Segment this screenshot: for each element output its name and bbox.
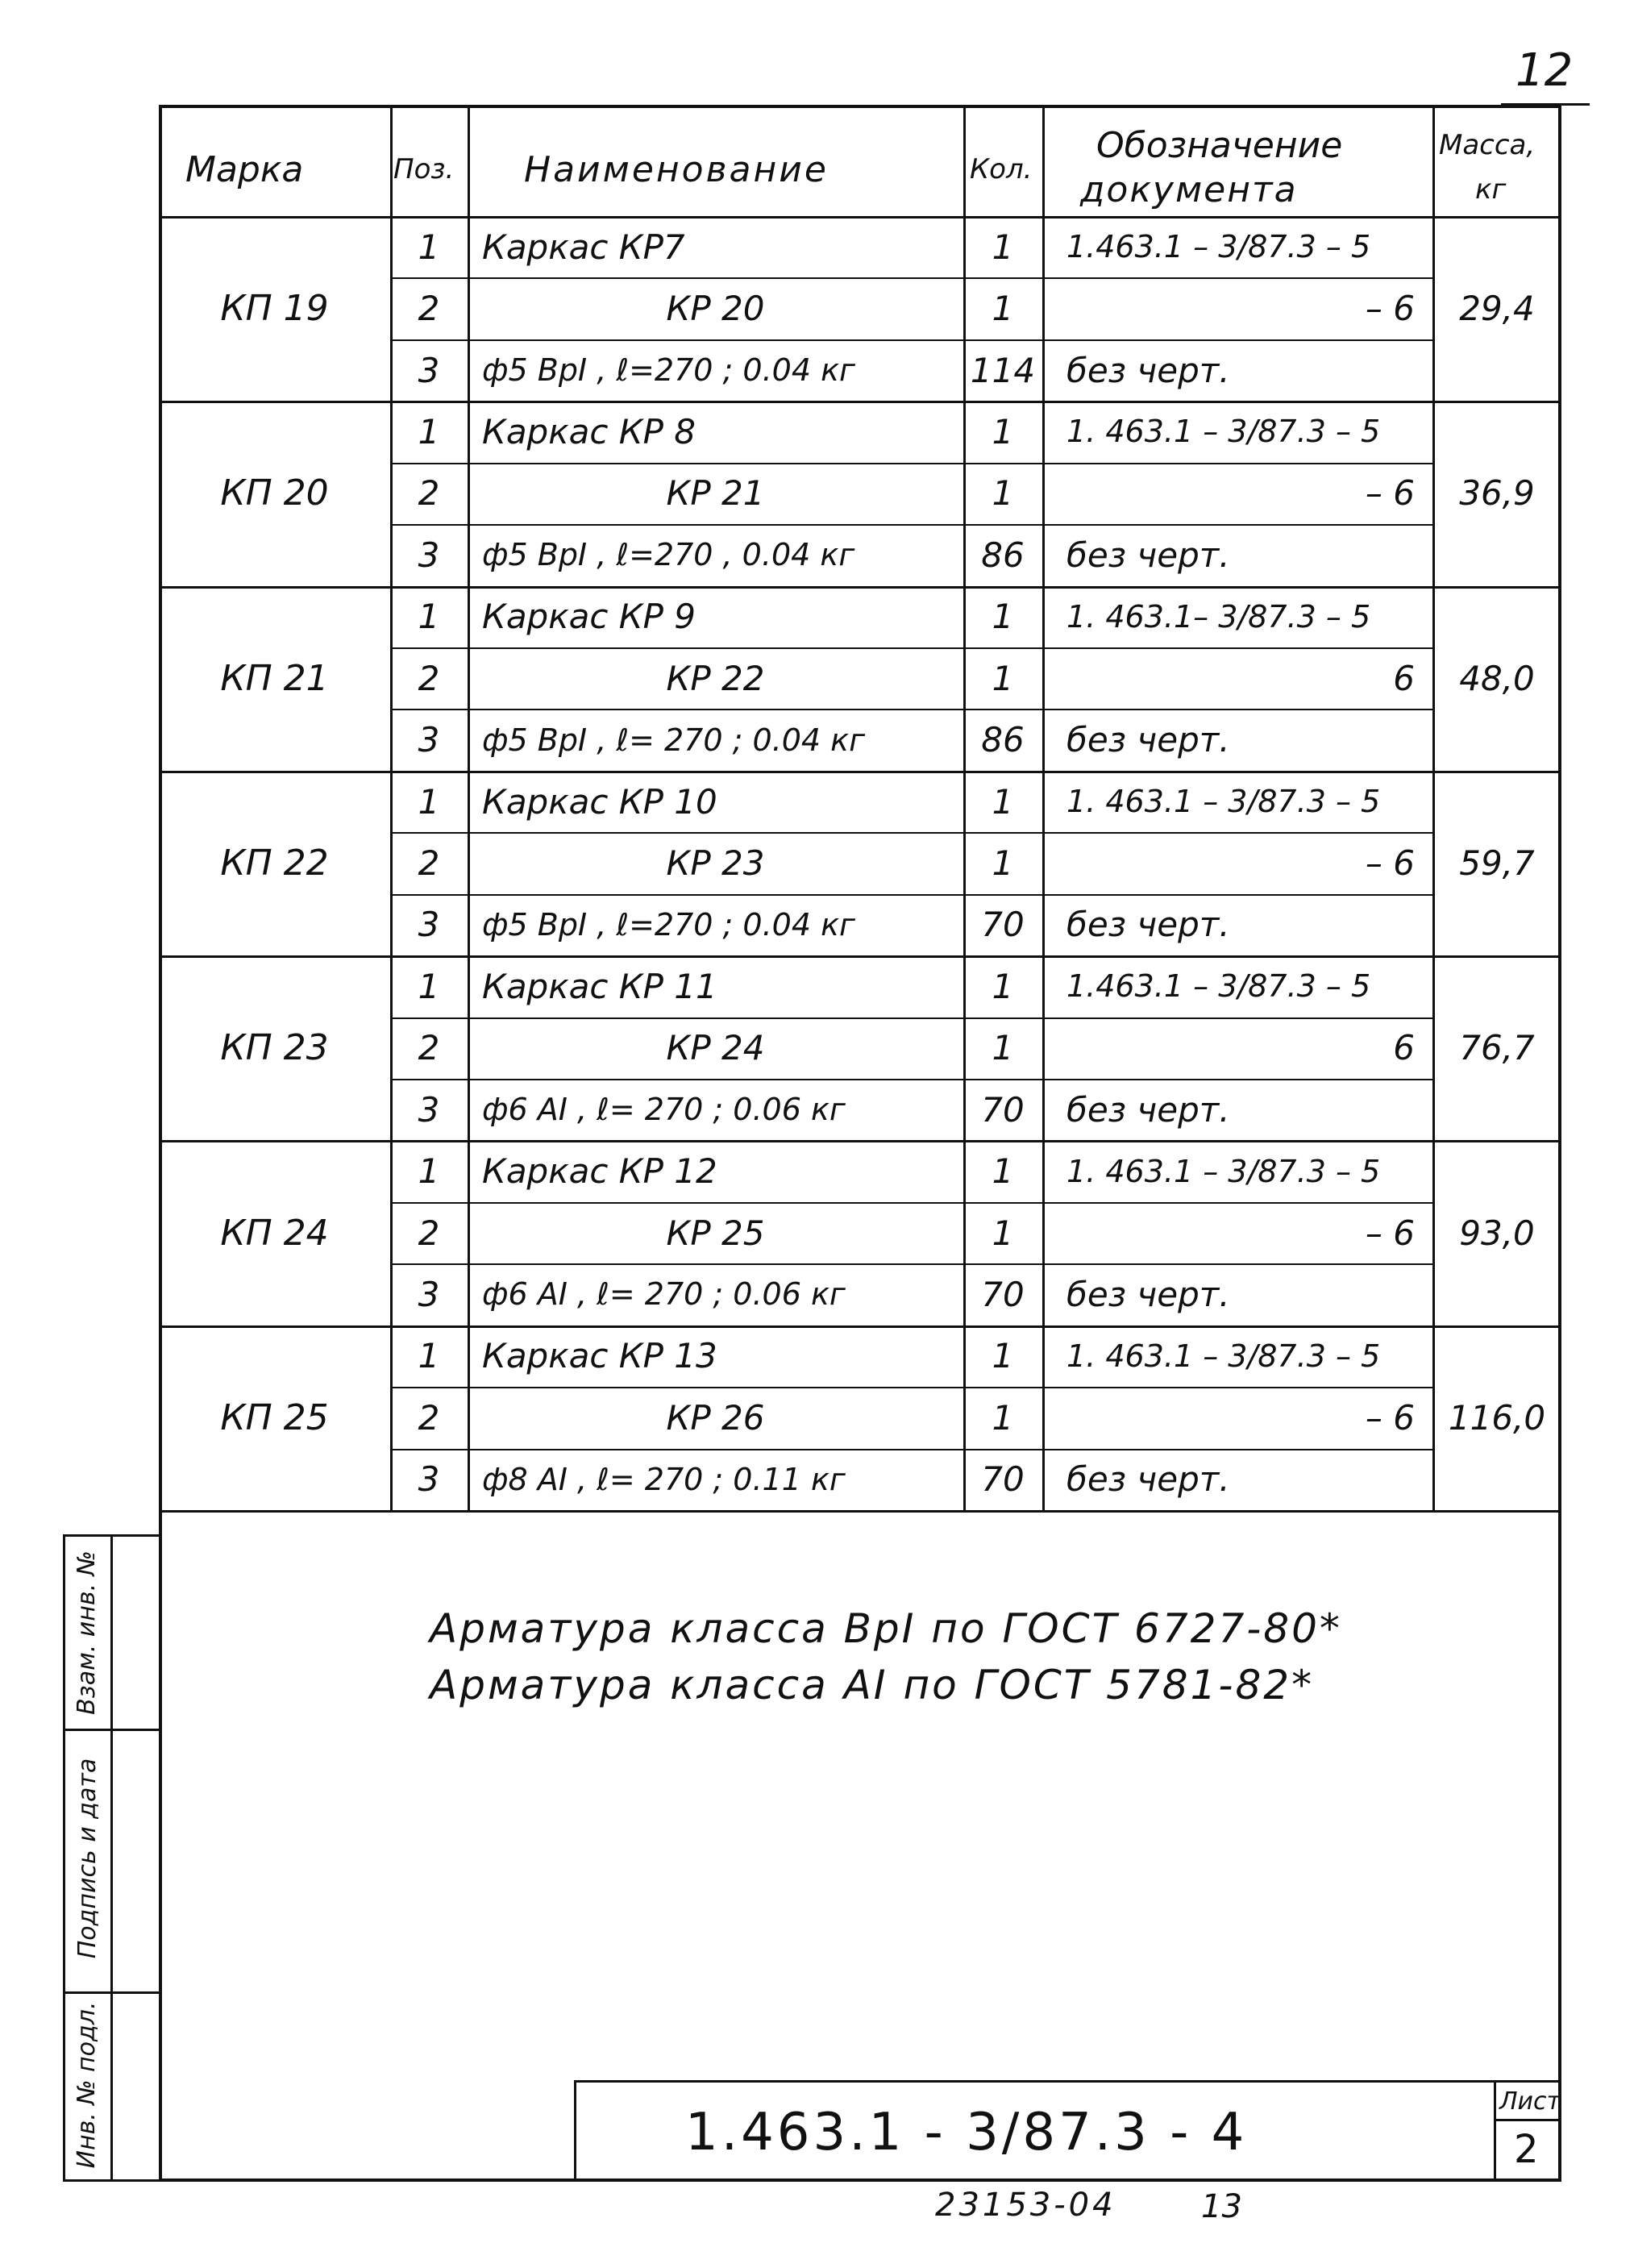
row-pos: 3: [418, 535, 440, 575]
row-qty: 1: [992, 411, 1014, 452]
row-qty: 1: [992, 1213, 1014, 1253]
row-qty: 1: [992, 781, 1014, 822]
row-pos: 3: [418, 1459, 440, 1500]
row-doc: 1. 463.1– 3/87.3 – 5: [1066, 598, 1371, 635]
sheet-number: 2: [1514, 2127, 1539, 2172]
header-mark: Марка: [185, 148, 304, 190]
row-name: Каркас КР 12: [482, 1151, 717, 1192]
group-mass: 93,0: [1459, 1213, 1535, 1253]
row-doc: 1. 463.1 – 3/87.3 – 5: [1066, 414, 1381, 450]
row-separator: [390, 339, 1432, 341]
row-doc: – 6: [1365, 289, 1415, 329]
row-qty: 1: [992, 289, 1014, 329]
row-pos: 1: [418, 597, 440, 637]
row-pos: 2: [418, 1028, 440, 1068]
row-separator: [390, 894, 1432, 896]
group-mark: КП 22: [220, 842, 329, 884]
row-qty: 86: [981, 535, 1025, 575]
group-mark: КП 20: [220, 472, 329, 514]
row-name: КР 22: [666, 658, 765, 698]
row-doc: без черт.: [1066, 720, 1230, 760]
row-name: ф5 ВрI , ℓ=270 ; 0.04 кг: [482, 906, 856, 943]
group-mass: 116,0: [1448, 1397, 1546, 1438]
row-doc: без черт.: [1066, 1089, 1230, 1130]
row-doc: 1. 463.1 – 3/87.3 – 5: [1066, 784, 1381, 820]
row-doc: – 6: [1365, 1213, 1415, 1253]
row-doc: без черт.: [1066, 905, 1230, 945]
row-pos: 2: [418, 658, 440, 698]
title-block-sheet-line: [1494, 2119, 1561, 2121]
row-pos: 2: [418, 1397, 440, 1438]
title-block-left: [574, 2080, 576, 2182]
row-doc: 1. 463.1 – 3/87.3 – 5: [1066, 1338, 1381, 1374]
row-pos: 2: [418, 1213, 440, 1253]
row-pos: 1: [418, 1336, 440, 1376]
group-mass: 76,7: [1459, 1028, 1535, 1068]
header-mass-line2: кг: [1475, 173, 1507, 206]
row-qty: 1: [992, 1028, 1014, 1068]
side-stamp-inner-line: [110, 1534, 113, 2182]
row-separator: [390, 1079, 1432, 1080]
side-stamp-outer-line: [63, 1534, 65, 2182]
row-name: ф5 ВрI , ℓ=270 ; 0.04 кг: [482, 352, 856, 389]
row-name: ф6 АI , ℓ= 270 ; 0.06 кг: [482, 1276, 846, 1313]
side-label-inv-vzam: Взам. инв. №: [72, 1550, 101, 1715]
row-doc: – 6: [1365, 1397, 1415, 1438]
row-name: ф5 ВрI , ℓ=270 , 0.04 кг: [482, 537, 855, 573]
row-separator: [390, 463, 1432, 464]
footer-page: 13: [1201, 2188, 1242, 2225]
row-name: КР 20: [666, 289, 765, 329]
row-doc: без черт.: [1066, 350, 1230, 390]
side-label-inv-podl: Инв. № подл.: [72, 2001, 101, 2169]
row-qty: 70: [981, 1274, 1025, 1314]
sheet-label: Лист: [1499, 2087, 1561, 2116]
header-doc-line1: Обозначение: [1096, 124, 1343, 166]
row-separator: [390, 709, 1432, 710]
row-qty: 1: [992, 1151, 1014, 1192]
title-block-sheet-divider: [1494, 2080, 1496, 2182]
row-name: Каркас КР 11: [482, 966, 717, 1006]
header-name: Наименование: [524, 148, 829, 190]
row-separator: [390, 647, 1432, 649]
row-doc: 6: [1393, 658, 1415, 698]
document-code: 1.463.1 - 3/87.3 - 4: [685, 2103, 1248, 2162]
row-name: КР 25: [666, 1213, 765, 1253]
header-mass-line1: Масса,: [1439, 129, 1536, 161]
row-doc: – 6: [1365, 843, 1415, 883]
group-mass: 48,0: [1459, 658, 1535, 698]
table-bottom-line: [159, 1510, 1561, 1513]
row-pos: 1: [418, 227, 440, 267]
row-separator: [390, 1017, 1432, 1019]
side-label-signature-date: Подпись и дата: [73, 1758, 102, 1959]
row-qty: 1: [992, 658, 1014, 698]
row-separator: [390, 1263, 1432, 1265]
group-mark: КП 24: [220, 1212, 329, 1254]
group-mark: КП 25: [220, 1396, 329, 1438]
row-name: Каркас КР 9: [482, 597, 696, 637]
row-qty: 1: [992, 473, 1014, 514]
row-qty: 70: [981, 905, 1025, 945]
row-name: ф8 АI , ℓ= 270 ; 0.11 кг: [482, 1461, 846, 1497]
group-mass: 59,7: [1459, 843, 1535, 883]
row-qty: 114: [970, 350, 1036, 390]
row-qty: 1: [992, 1336, 1014, 1376]
row-separator: [390, 1387, 1432, 1388]
row-pos: 2: [418, 473, 440, 514]
row-pos: 1: [418, 1151, 440, 1192]
row-name: КР 21: [666, 473, 765, 514]
row-name: Каркас КР 10: [482, 781, 717, 822]
row-doc: без черт.: [1066, 535, 1230, 575]
row-name: КР 23: [666, 843, 765, 883]
row-separator: [390, 1202, 1432, 1204]
row-name: КР 24: [666, 1028, 765, 1068]
order-number: 23153-04: [935, 2187, 1116, 2224]
row-doc: 1.463.1 – 3/87.3 – 5: [1066, 968, 1371, 1005]
header-qty: Кол.: [970, 153, 1033, 185]
header-doc-line2: документа: [1080, 169, 1298, 210]
row-doc: 1.463.1 – 3/87.3 – 5: [1066, 229, 1371, 265]
row-pos: 3: [418, 720, 440, 760]
row-pos: 3: [418, 905, 440, 945]
row-qty: 86: [981, 720, 1025, 760]
row-separator: [390, 524, 1432, 526]
row-name: Каркас КР7: [482, 227, 685, 267]
row-doc: 1. 463.1 – 3/87.3 – 5: [1066, 1153, 1381, 1189]
row-pos: 1: [418, 966, 440, 1006]
group-mark: КП 19: [220, 288, 329, 330]
group-mass: 36,9: [1459, 473, 1535, 514]
row-separator: [390, 832, 1432, 834]
row-pos: 1: [418, 411, 440, 452]
row-pos: 2: [418, 843, 440, 883]
title-block-top: [574, 2080, 1561, 2083]
row-qty: 1: [992, 1397, 1014, 1438]
row-separator: [390, 1449, 1432, 1450]
note-line-2: Арматура класса АI по ГОСТ 5781-82*: [430, 1662, 1315, 1708]
row-doc: – 6: [1365, 473, 1415, 514]
row-qty: 70: [981, 1459, 1025, 1500]
row-doc: без черт.: [1066, 1274, 1230, 1314]
group-mark: КП 23: [220, 1027, 329, 1069]
row-name: ф5 ВрI , ℓ= 270 ; 0.04 кг: [482, 722, 866, 758]
row-name: КР 26: [666, 1397, 765, 1438]
row-doc: без черт.: [1066, 1459, 1230, 1500]
row-name: ф6 АI , ℓ= 270 ; 0.06 кг: [482, 1092, 846, 1128]
header-pos: Поз.: [393, 153, 455, 185]
group-mark: КП 21: [220, 657, 329, 699]
row-pos: 2: [418, 289, 440, 329]
row-name: Каркас КР 8: [482, 411, 696, 452]
row-separator: [390, 277, 1432, 279]
row-pos: 3: [418, 1089, 440, 1130]
row-qty: 1: [992, 966, 1014, 1006]
group-mass: 29,4: [1459, 289, 1535, 329]
page-number-top: 12: [1516, 44, 1574, 97]
row-qty: 1: [992, 227, 1014, 267]
row-doc: 6: [1393, 1028, 1415, 1068]
row-qty: 70: [981, 1089, 1025, 1130]
row-pos: 3: [418, 1274, 440, 1314]
row-qty: 1: [992, 843, 1014, 883]
row-qty: 1: [992, 597, 1014, 637]
row-pos: 1: [418, 781, 440, 822]
row-pos: 3: [418, 350, 440, 390]
row-name: Каркас КР 13: [482, 1336, 717, 1376]
note-line-1: Арматура класса ВрI по ГОСТ 6727-80*: [430, 1605, 1342, 1652]
side-stamp-bottom: [63, 2179, 160, 2182]
